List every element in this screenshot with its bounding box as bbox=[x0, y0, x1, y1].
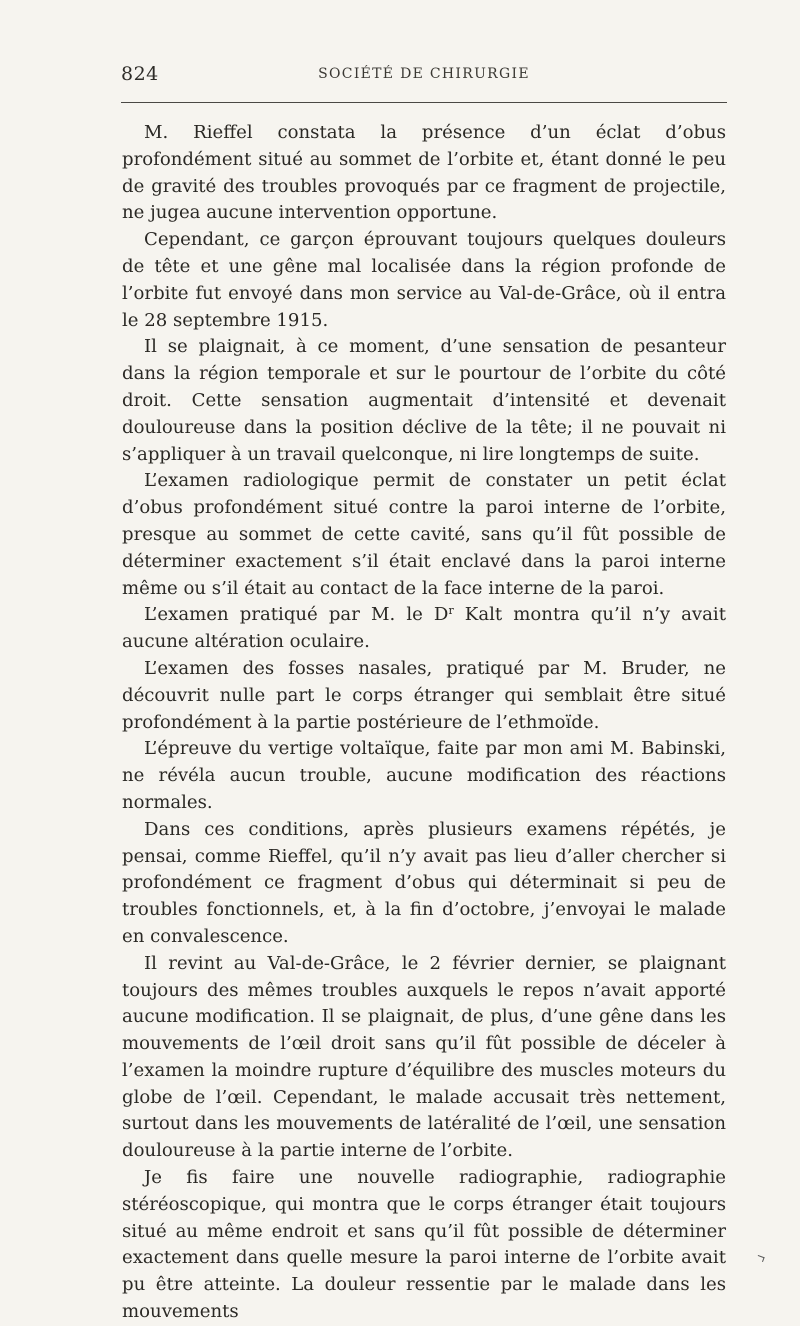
running-head: SOCIÉTÉ DE CHIRURGIE bbox=[318, 66, 530, 82]
paragraph: Cependant, ce garçon éprouvant toujours quelques douleurs de tête et une gêne mal localisée dans la région profonde de l’orbite fut envoyé dans mon service au Val-de-Grâce, où il entra le 28 septembre 1915. bbox=[122, 229, 726, 331]
header-rule bbox=[121, 102, 727, 103]
paragraph: Je fis faire une nouvelle radiographie, radiographie stéréoscopique, qui montra que le corps étranger était toujours situé au même endroit et sans qu’il fût possible de déterminer exactement dans quelle mesure la paroi interne de l’orbite avait pu être atteinte. La douleur ressentie par le malade dans les mouvements bbox=[122, 1167, 726, 1323]
paragraph: L’examen radiologique permit de constater un petit éclat d’obus profondément situé contre la paroi interne de l’orbite, presque au sommet de cette cavité, sans qu’il fût possible de déterminer exactement s’il était enclavé dans la paroi interne même ou s’il était au contact de la face interne de la paroi. bbox=[122, 470, 726, 599]
paragraph: L’examen des fosses nasales, pratiqué par M. Bruder, ne découvrit nulle part le corps étranger qui semblait être situé profondément à la partie postérieure de l’ethmoïde. bbox=[122, 657, 726, 733]
paragraph: Dans ces conditions, après plusieurs examens répétés, je pensai, comme Rieffel, qu’il n’y avait pas lieu d’aller chercher si profondément ce fragment d’obus qui déterminait si peu de troubles fonctionnels, et, à la fin d’octobre, j’envoyai le malade en convalescence. bbox=[122, 818, 726, 947]
paragraph-text: L’examen pratiqué par M. le D bbox=[144, 604, 449, 626]
scan-mark bbox=[756, 1255, 764, 1262]
paragraph: Il se plaignait, à ce moment, d’une sensation de pesanteur dans la région temporale et sur le pourtour de l’orbite du côté droit. Cette sensation augmentait d’intensité et devenait douloureuse dans la position déclive de la tête; il ne pouvait ni s’appliquer à un travail quelconque, ni lire longtemps de suite. bbox=[122, 336, 726, 465]
page-number: 824 bbox=[121, 63, 159, 85]
paragraph: Il revint au Val-de-Grâce, le 2 février dernier, se plaignant toujours des mêmes troubles auxquels le repos n’avait apporté aucune modification. Il se plaignait, de plus, d’une gêne dans les mouvements de l’œil droit sans qu’il fût possible de déceler à l’examen la moindre rupture d’équilibre des muscles moteurs du globe de l’œil. Cependant, le malade accusait très nettement, surtout dans les mouvements de latéralité de l’œil, une sensation douloureuse à la partie interne de l’orbite. bbox=[122, 952, 726, 1162]
paragraph-text: Kalt montra qu’il n’y avait aucune altération oculaire. bbox=[122, 604, 726, 653]
body-text bbox=[122, 120, 726, 1326]
page-header bbox=[121, 63, 727, 89]
paragraph: L’épreuve du vertige voltaïque, faite par mon ami M. Babinski, ne révéla aucun trouble, aucune modification des réactions normales. bbox=[122, 738, 726, 813]
paragraph bbox=[122, 602, 726, 656]
superscript: r bbox=[448, 604, 454, 618]
paragraph: M. Rieffel constata la présence d’un éclat d’obus profondément situé au sommet de l’orbite et, étant donné le peu de gravité des troubles provoqués par ce fragment de projectile, ne jugea aucune intervention opportune. bbox=[122, 122, 726, 224]
